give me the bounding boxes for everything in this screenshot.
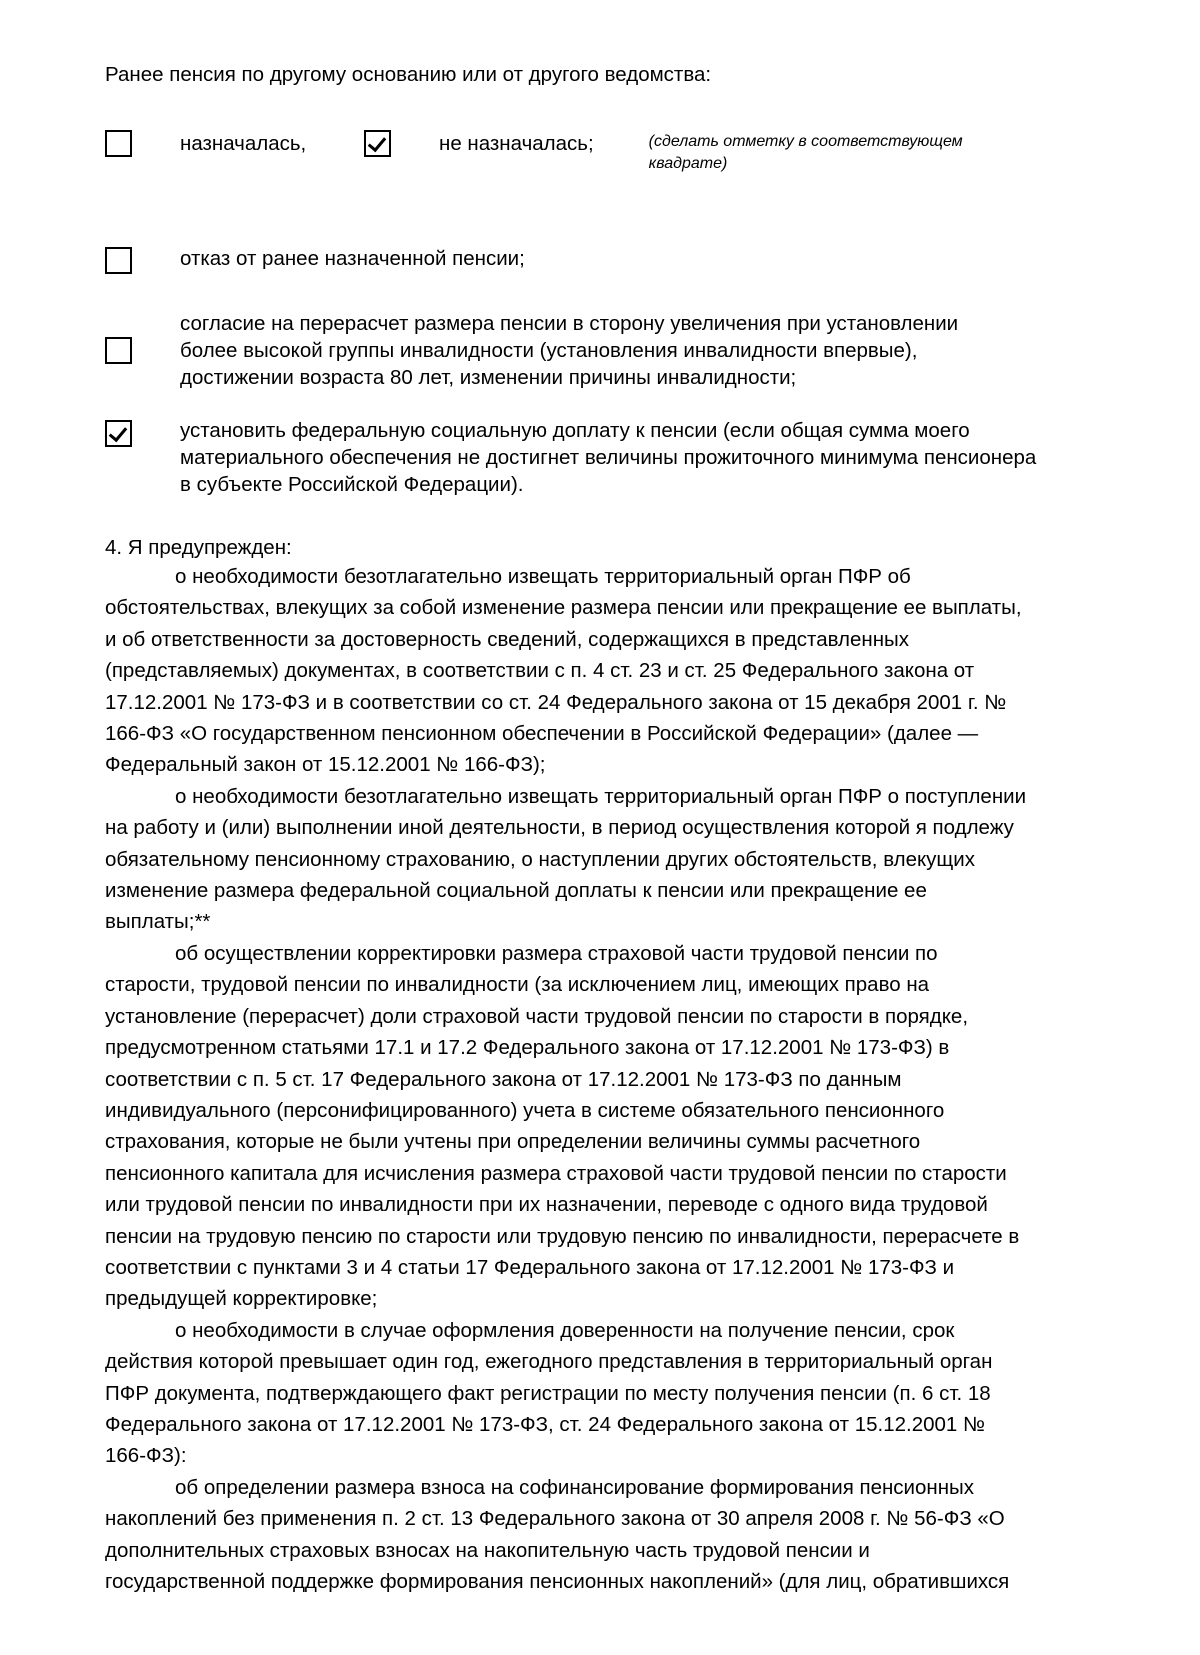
option-recalculation-consent-label: согласие на перерасчет размера пенсии в сторону увеличения при установлении более высокой группы инвалидности (установления инвалидности впервые), достижении возраста 80 лет, изменении причины инвалидности; [180,312,959,389]
instruction-note: (сделать отметку в соответствующем квадрате) [648,133,963,172]
section-4-paragraph: об определении размера взноса на софинансирование формирования пенсионных накоплений без применения п. 2 ст. 13 Федерального закона от 30 апреля 2008 г. № 56-ФЗ «О дополнительных страховых взносах на накопительную часть трудовой пенсии и государственной поддержке формирования пенсионных накоплений» (для лиц, обратившихся [105,1475,1010,1593]
option-recalculation-consent[interactable] [105,310,1100,391]
option-not-assigned-label: не назначалась; [439,132,594,155]
checkbox-refusal[interactable] [105,247,132,274]
option-assigned-label: назначалась, [180,132,307,155]
checkbox-federal-social-supplement[interactable] [105,420,132,447]
option-refusal[interactable] [105,245,1100,274]
option-assigned[interactable] [105,130,364,157]
checkbox-recalculation-consent[interactable] [105,337,132,364]
checkbox-assigned[interactable] [105,130,132,157]
lead-question: Ранее пенсия по другому основанию или от другого ведомства: [105,63,712,86]
section-4-paragraph: о необходимости в случае оформления доверенности на получение пенсии, срок действия которой превышает один год, ежегодного представления в территориальный орган ПФР документа, подтверждающего факт регистрации по месту получения пенсии (п. 6 ст. 18 Федерального закона от 17.12.2001 № 173-ФЗ, ст. 24 Федерального закона от 15.12.2001 № 166-ФЗ): [105,1318,993,1468]
option-refusal-label: отказ от ранее назначенной пенсии; [180,247,525,270]
option-federal-social-supplement[interactable] [105,417,1100,498]
section-4-paragraph: об осуществлении корректировки размера страховой части трудовой пенсии по старости, трудовой пенсии по инвалидности (за исключением лиц, имеющих право на установление (перерасчет) доли страховой части трудовой пенсии по старости в порядке, предусмотренном статьями 17.1 и 17.2 Федерального закона от 17.12.2001 № 173-ФЗ) в соответствии с п. 5 ст. 17 Федерального закона от 17.12.2001 № 173-ФЗ по данным индивидуального (персонифицированного) учета в системе обязательного пенсионного страхования, которые не были учтены при определении величины суммы расчетного пенсионного капитала для исчисления размера страховой части трудовой пенсии по старости или трудовой пенсии по инвалидности при их назначении, переводе с одного вида трудовой пенсии на трудовую пенсию по старости или трудовую пенсию по инвалидности, перерасчете в соответствии с пунктами 3 и 4 статьи 17 Федерального закона от 17.12.2001 № 173-ФЗ и предыдущей корректировке; [105,941,1020,1311]
option-not-assigned[interactable] [364,130,594,157]
section-4-paragraph: о необходимости безотлагательно извещать территориальный орган ПФР о поступлении на работу и (или) выполнении иной деятельности, в период осуществления которой я подлежу обязательному пенсионному страхованию, о наступлении других обстоятельств, влекущих изменение размера федеральной социальной доплаты к пенсии или прекращение ее выплаты;** [105,784,1027,934]
option-federal-social-supplement-label: установить федеральную социальную доплату к пенсии (если общая сумма моего материального обеспечения не достигнет величины прожиточного минимума пенсионера в субъекте Российской Федерации). [180,419,1037,496]
section-4-paragraph: о необходимости безотлагательно извещать территориальный орган ПФР об обстоятельствах, влекущих за собой изменение размера пенсии или прекращение ее выплаты, и об ответственности за достоверность сведений, содержащихся в представленных (представляемых) документах, в соответствии с п. 4 ст. 23 и ст. 25 Федерального закона от 17.12.2001 № 173-ФЗ и в соответствии со ст. 24 Федерального закона от 15 декабря 2001 г. № 166-ФЗ «О государственном пенсионном обеспечении в Российской Федерации» (далее — Федеральный закон от 15.12.2001 № 166-ФЗ); [105,565,1022,777]
section-4-heading: 4. Я предупрежден: [105,536,292,559]
assignment-options-row [105,130,1100,175]
checkbox-not-assigned[interactable] [364,130,391,157]
